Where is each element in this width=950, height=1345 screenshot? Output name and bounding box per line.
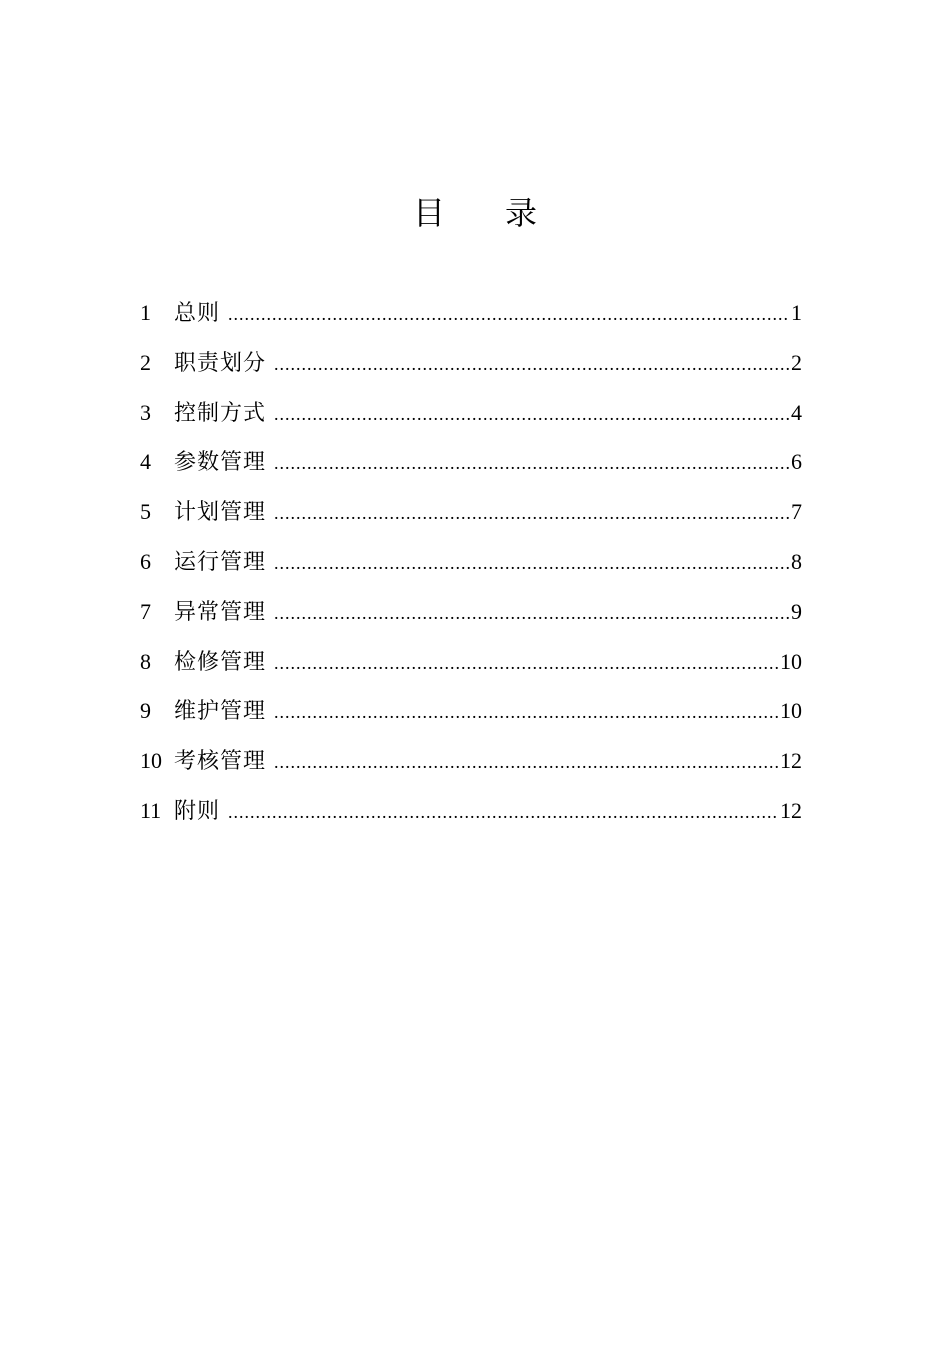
toc-entry-maintenance-overhaul[interactable]: [140, 637, 802, 687]
toc-entry-page: 2: [791, 349, 802, 375]
toc-dot-leader: [274, 688, 778, 738]
toc-entry-number: 2: [140, 349, 151, 375]
toc-entry-title: 运行管理: [174, 549, 267, 575]
toc-entry-page: 4: [791, 399, 802, 425]
toc-entry-number: 3: [140, 399, 151, 425]
toc-entry-title: 附则: [174, 798, 221, 824]
toc-entry-number: 7: [140, 598, 151, 624]
toc-entry-upkeep-management[interactable]: [140, 686, 802, 736]
toc-entry-page: 10: [780, 698, 802, 724]
toc-entry-number: 8: [140, 648, 151, 674]
toc-entry-operation-management[interactable]: [140, 537, 802, 587]
toc-heading-char-1: 目: [412, 194, 445, 232]
toc-entry-title: 计划管理: [174, 500, 267, 526]
toc-entry-page: 1: [791, 300, 802, 325]
toc-dot-leader: [228, 788, 778, 838]
toc-entry-number: 6: [140, 548, 151, 574]
toc-entry-page: 10: [780, 648, 802, 674]
toc-entry-page: 8: [791, 548, 802, 574]
toc-entry-exception-management[interactable]: [140, 587, 802, 637]
toc-dot-leader: [274, 489, 789, 539]
toc-entry-number: 4: [140, 449, 151, 475]
toc-list: [140, 288, 802, 836]
toc-entry-number: 1: [140, 300, 151, 325]
toc-entry-plan-management[interactable]: [140, 487, 802, 537]
toc-entry-supplementary[interactable]: [140, 786, 802, 836]
toc-dot-leader: [274, 390, 789, 440]
toc-entry-title: 参数管理: [174, 450, 267, 476]
toc-entry-title: 总则: [174, 301, 221, 326]
toc-entry-title: 考核管理: [174, 749, 267, 775]
toc-entry-control-mode[interactable]: [140, 388, 802, 438]
toc-dot-leader: [274, 639, 778, 689]
toc-entry-responsibilities[interactable]: [140, 338, 802, 388]
toc-dot-leader: [274, 738, 778, 788]
toc-entry-title: 维护管理: [174, 699, 267, 725]
toc-entry-page: 9: [791, 598, 802, 624]
toc-dot-leader: [274, 439, 789, 489]
toc-entry-number: 10: [140, 748, 162, 774]
toc-dot-leader: [274, 539, 789, 589]
toc-entry-title: 异常管理: [174, 599, 267, 625]
toc-entry-general[interactable]: [140, 288, 802, 338]
toc-heading: [0, 188, 950, 238]
toc-entry-parameter-management[interactable]: [140, 437, 802, 487]
toc-dot-leader: [274, 589, 789, 639]
toc-dot-leader: [274, 340, 789, 390]
toc-entry-title: 控制方式: [174, 400, 267, 426]
toc-entry-title: 检修管理: [174, 649, 267, 675]
toc-entry-number: 9: [140, 698, 151, 724]
toc-dot-leader: [228, 290, 789, 340]
toc-entry-assessment-management[interactable]: [140, 736, 802, 786]
toc-entry-page: 12: [780, 797, 802, 823]
toc-entry-page: 7: [791, 499, 802, 525]
toc-entry-number: 5: [140, 499, 151, 525]
toc-entry-page: 6: [791, 449, 802, 475]
toc-entry-title: 职责划分: [174, 350, 267, 376]
toc-entry-number: 11: [140, 797, 162, 823]
toc-entry-page: 12: [780, 748, 802, 774]
toc-heading-char-2: 录: [505, 194, 538, 232]
